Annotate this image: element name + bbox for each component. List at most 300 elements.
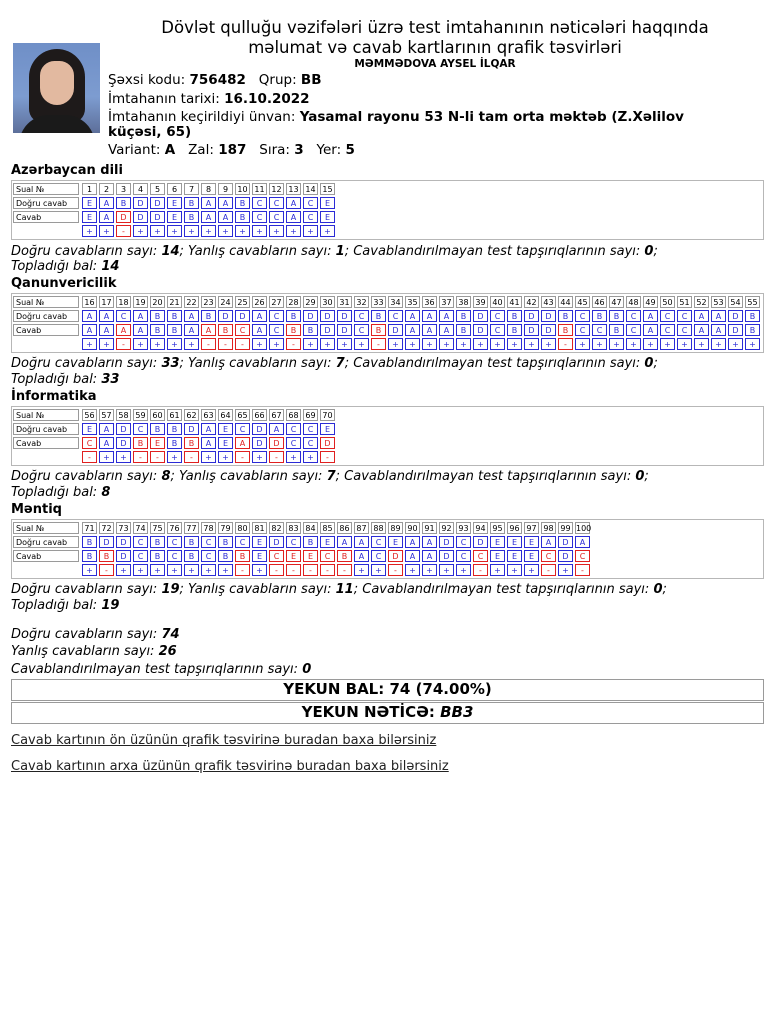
question-number: 50 — [660, 296, 675, 308]
correct-answer-cell: C — [660, 310, 675, 322]
correct-answer-cell: C — [269, 310, 284, 322]
correct-answer-cell: A — [711, 310, 726, 322]
result-mark-cell: + — [371, 564, 386, 576]
result-mark-cell: - — [218, 338, 233, 350]
question-number: 29 — [303, 296, 318, 308]
result-mark-cell: - — [575, 564, 590, 576]
wrong-count-label: Yanlış cavabların sayı: — [188, 356, 332, 371]
given-answer-cell: C — [252, 211, 267, 223]
correct-answer-cell: C — [626, 310, 641, 322]
unanswered-count-label: Cavablandırılmayan test tapşırıqlarının sayı: — [353, 356, 641, 371]
correct-answer-cell: C — [167, 536, 182, 548]
correct-answer-cell: A — [354, 536, 369, 548]
question-number: 95 — [490, 522, 505, 534]
seat-line — [108, 142, 355, 159]
given-answer-cell: A — [694, 324, 709, 336]
code-value: 756482 — [189, 72, 246, 88]
correct-answer-cell: B — [116, 197, 131, 209]
result-mark-cell: - — [388, 564, 403, 576]
question-number: 60 — [150, 409, 165, 421]
correct-answer-cell: D — [235, 310, 250, 322]
question-number: 23 — [201, 296, 216, 308]
question-number: 83 — [286, 522, 301, 534]
given-answer-cell: B — [218, 550, 233, 562]
given-answer-cell: B — [286, 324, 301, 336]
result-mark-cell: + — [507, 564, 522, 576]
total-correct-label: Doğru cavabların sayı: — [11, 627, 158, 642]
result-mark-cell: - — [558, 338, 573, 350]
section-title-legislation: Qanunvericilik — [11, 276, 117, 291]
correct-answer-cell: D — [150, 197, 165, 209]
score-value: 19 — [101, 598, 120, 613]
given-answer-cell: C — [490, 324, 505, 336]
correct-answer-cell: B — [184, 197, 199, 209]
correct-answer-cell: B — [150, 423, 165, 435]
row-label-correct: Doğru cavab — [13, 310, 79, 322]
result-mark-cell: - — [320, 564, 335, 576]
correct-answer-cell: C — [286, 423, 301, 435]
result-mark-cell: - — [235, 451, 250, 463]
correct-answer-cell: A — [99, 310, 114, 322]
given-answer-cell: D — [558, 550, 573, 562]
given-answer-cell: B — [303, 324, 318, 336]
question-number: 67 — [269, 409, 284, 421]
correct-answer-cell: D — [473, 310, 488, 322]
result-mark-cell: + — [677, 338, 692, 350]
row-label-num: Sual № — [13, 522, 79, 534]
answer-grid-legislation — [11, 293, 764, 353]
given-answer-cell: C — [269, 211, 284, 223]
question-number: 46 — [592, 296, 607, 308]
answer-grid-informatics — [11, 406, 764, 466]
question-number: 76 — [167, 522, 182, 534]
given-answer-cell: C — [269, 324, 284, 336]
question-number: 11 — [252, 183, 267, 195]
given-answer-cell: A — [99, 211, 114, 223]
wrong-count-label: Yanlış cavabların sayı: — [179, 469, 323, 484]
question-number: 53 — [711, 296, 726, 308]
result-mark-cell: - — [133, 451, 148, 463]
correct-answer-cell: C — [286, 536, 301, 548]
correct-answer-cell: B — [150, 536, 165, 548]
given-answer-cell: B — [167, 437, 182, 449]
result-mark-cell: + — [167, 225, 182, 237]
correct-answer-cell: D — [116, 536, 131, 548]
given-answer-cell: C — [82, 437, 97, 449]
question-number: 77 — [184, 522, 199, 534]
correct-count-value: 8 — [161, 469, 171, 484]
wrong-count-value: 1 — [335, 244, 345, 259]
given-answer-cell: A — [439, 324, 454, 336]
result-mark-cell: + — [99, 451, 114, 463]
unanswered-count-label: Cavablandırılmayan test tapşırıqlarının sayı: — [344, 469, 632, 484]
correct-count-label: Doğru cavabların sayı: — [11, 356, 158, 371]
final-score — [11, 679, 764, 701]
result-mark-cell: + — [711, 338, 726, 350]
correct-answer-cell: C — [303, 423, 318, 435]
given-answer-cell: A — [201, 211, 216, 223]
section-score-informatics — [11, 484, 110, 501]
result-mark-cell: + — [524, 564, 539, 576]
correct-answer-cell: C — [252, 197, 267, 209]
question-number: 73 — [116, 522, 131, 534]
result-mark-cell: - — [269, 451, 284, 463]
correct-answer-cell: E — [320, 423, 335, 435]
section-stats-legislation: Doğru cavabların sayı: 33; Yanlış cavabların sayı: 7; Cavablandırılmayan test tapşırıqlarının sayı: 0; — [11, 356, 658, 371]
row-label-answer: Cavab — [13, 324, 79, 336]
row-label-answer: Cavab — [13, 550, 79, 562]
result-mark-cell: + — [133, 564, 148, 576]
correct-answer-cell: E — [388, 536, 403, 548]
result-mark-cell: + — [269, 225, 284, 237]
back-card-link[interactable]: Cavab kartının arxa üzünün qrafik təsvirinə buradan baxa bilərsiniz — [11, 759, 449, 774]
given-answer-cell: C — [592, 324, 607, 336]
correct-answer-cell: A — [694, 310, 709, 322]
given-answer-cell: D — [320, 437, 335, 449]
page-title — [120, 18, 750, 58]
result-mark-cell: + — [473, 338, 488, 350]
question-number: 36 — [422, 296, 437, 308]
question-number: 30 — [320, 296, 335, 308]
given-answer-cell: D — [150, 211, 165, 223]
given-answer-cell: A — [133, 324, 148, 336]
result-mark-cell: + — [269, 338, 284, 350]
place-value-2: küçəsi, 65) — [108, 124, 192, 140]
given-answer-cell: E — [286, 550, 301, 562]
question-number: 40 — [490, 296, 505, 308]
question-number: 35 — [405, 296, 420, 308]
result-mark-cell: + — [456, 564, 471, 576]
result-mark-cell: + — [541, 338, 556, 350]
question-number: 87 — [354, 522, 369, 534]
correct-answer-cell: C — [116, 310, 131, 322]
question-number: 12 — [269, 183, 284, 195]
section-stats-azerbaijani: Doğru cavabların sayı: 14; Yanlış cavabların sayı: 1; Cavablandırılmayan test tapşırıqlarının sayı: 0; — [11, 244, 658, 259]
answer-grid-azerbaijani — [11, 180, 764, 240]
result-mark-cell: + — [133, 338, 148, 350]
unanswered-count-value: 0 — [644, 244, 654, 259]
result-mark-cell: + — [252, 451, 267, 463]
correct-answer-cell: B — [745, 310, 760, 322]
question-number: 24 — [218, 296, 233, 308]
correct-answer-cell: A — [422, 310, 437, 322]
result-mark-cell: + — [150, 338, 165, 350]
score-label: Topladığı bal: — [11, 259, 98, 274]
score-label: Topladığı bal: — [11, 372, 98, 387]
question-number: 6 — [167, 183, 182, 195]
question-number: 81 — [252, 522, 267, 534]
given-answer-cell: B — [184, 550, 199, 562]
question-number: 88 — [371, 522, 386, 534]
final-result — [11, 702, 764, 724]
given-answer-cell: C — [541, 550, 556, 562]
correct-answer-cell: A — [82, 310, 97, 322]
question-number: 74 — [133, 522, 148, 534]
given-answer-cell: C — [303, 211, 318, 223]
question-number: 8 — [201, 183, 216, 195]
front-card-link[interactable]: Cavab kartının ön üzünün qrafik təsvirinə buradan baxa bilərsiniz — [11, 733, 437, 748]
correct-answer-cell: B — [235, 197, 250, 209]
hall-label: Zal: — [188, 142, 214, 158]
result-mark-cell: + — [609, 338, 624, 350]
given-answer-cell: B — [82, 550, 97, 562]
code-group-line — [108, 72, 322, 89]
result-mark-cell: + — [201, 564, 216, 576]
correct-answer-cell: B — [150, 310, 165, 322]
question-number: 45 — [575, 296, 590, 308]
correct-answer-cell: B — [167, 423, 182, 435]
title-line-2: məlumat və cavab kartlarının qrafik təsvirləri — [248, 38, 622, 57]
correct-answer-cell: D — [218, 310, 233, 322]
given-answer-cell: D — [473, 324, 488, 336]
given-answer-cell: A — [82, 324, 97, 336]
result-mark-cell: + — [82, 564, 97, 576]
exam-header — [0, 0, 768, 160]
given-answer-cell: C — [456, 550, 471, 562]
result-mark-cell: + — [728, 338, 743, 350]
result-mark-cell: - — [99, 564, 114, 576]
question-number: 26 — [252, 296, 267, 308]
correct-answer-cell: C — [269, 197, 284, 209]
correct-answer-cell: D — [269, 536, 284, 548]
result-mark-cell: + — [150, 225, 165, 237]
question-number: 91 — [422, 522, 437, 534]
row-value: 3 — [294, 142, 304, 158]
answer-grid-logic — [11, 519, 764, 579]
row-label-correct: Doğru cavab — [13, 536, 79, 548]
correct-answer-cell: A — [184, 310, 199, 322]
section-score-azerbaijani — [11, 258, 119, 275]
result-mark-cell: + — [490, 338, 505, 350]
question-number: 59 — [133, 409, 148, 421]
result-mark-cell: + — [218, 564, 233, 576]
given-answer-cell: A — [201, 437, 216, 449]
question-number: 20 — [150, 296, 165, 308]
question-number: 21 — [167, 296, 182, 308]
row-label-correct: Doğru cavab — [13, 423, 79, 435]
correct-answer-cell: C — [235, 536, 250, 548]
question-number: 55 — [745, 296, 760, 308]
given-answer-cell: D — [252, 437, 267, 449]
correct-answer-cell: D — [184, 423, 199, 435]
result-mark-cell: - — [116, 338, 131, 350]
question-number: 34 — [388, 296, 403, 308]
result-mark-cell: - — [320, 451, 335, 463]
given-answer-cell: B — [745, 324, 760, 336]
question-number: 3 — [116, 183, 131, 195]
result-mark-cell: + — [201, 225, 216, 237]
question-number: 15 — [320, 183, 335, 195]
correct-answer-cell: C — [371, 536, 386, 548]
group-label: Qrup: — [258, 72, 297, 88]
question-number: 9 — [218, 183, 233, 195]
correct-answer-cell: D — [116, 423, 131, 435]
question-number: 72 — [99, 522, 114, 534]
correct-answer-cell: C — [575, 310, 590, 322]
question-number: 84 — [303, 522, 318, 534]
given-answer-cell: A — [99, 324, 114, 336]
given-answer-cell: E — [252, 550, 267, 562]
given-answer-cell: E — [82, 211, 97, 223]
given-answer-cell: C — [286, 437, 301, 449]
row-label: Sıra: — [259, 142, 290, 158]
section-score-legislation — [11, 371, 119, 388]
given-answer-cell: C — [235, 324, 250, 336]
result-mark-cell: + — [405, 564, 420, 576]
question-number: 64 — [218, 409, 233, 421]
correct-answer-cell: C — [388, 310, 403, 322]
given-answer-cell: D — [116, 437, 131, 449]
unanswered-count-value: 0 — [653, 582, 663, 597]
correct-answer-cell: E — [524, 536, 539, 548]
result-mark-cell: - — [235, 564, 250, 576]
correct-answer-cell: B — [82, 536, 97, 548]
row-label-num: Sual № — [13, 296, 79, 308]
given-answer-cell: A — [422, 550, 437, 562]
given-answer-cell: B — [150, 324, 165, 336]
result-mark-cell: + — [218, 225, 233, 237]
given-answer-cell: A — [354, 550, 369, 562]
given-answer-cell: C — [371, 550, 386, 562]
given-answer-cell: D — [524, 324, 539, 336]
result-mark-cell: + — [218, 451, 233, 463]
given-answer-cell: C — [320, 550, 335, 562]
section-stats-informatics: Doğru cavabların sayı: 8; Yanlış cavabların sayı: 7; Cavablandırılmayan test tapşırıqlarının sayı: 0; — [11, 469, 649, 484]
given-answer-cell: C — [133, 550, 148, 562]
given-answer-cell: B — [150, 550, 165, 562]
question-number: 47 — [609, 296, 624, 308]
correct-answer-cell: C — [133, 423, 148, 435]
row-label-answer: Cavab — [13, 437, 79, 449]
given-answer-cell: C — [575, 324, 590, 336]
question-number: 99 — [558, 522, 573, 534]
result-mark-cell: + — [99, 225, 114, 237]
result-mark-cell: + — [252, 564, 267, 576]
given-answer-cell: D — [728, 324, 743, 336]
question-number: 69 — [303, 409, 318, 421]
correct-answer-cell: D — [303, 310, 318, 322]
given-answer-cell: E — [490, 550, 505, 562]
result-mark-cell: + — [320, 338, 335, 350]
section-stats-logic: Doğru cavabların sayı: 19; Yanlış cavabların sayı: 11; Cavablandırılmayan test tapşırıqlarının sayı: 0; — [11, 582, 667, 597]
result-mark-cell: + — [439, 564, 454, 576]
result-mark-cell: - — [303, 564, 318, 576]
correct-answer-cell: A — [643, 310, 658, 322]
photo-shirt — [19, 115, 95, 133]
result-mark-cell: - — [116, 225, 131, 237]
correct-answer-cell: B — [201, 310, 216, 322]
question-number: 98 — [541, 522, 556, 534]
question-number: 1 — [82, 183, 97, 195]
result-mark-cell: - — [201, 338, 216, 350]
question-number: 19 — [133, 296, 148, 308]
result-mark-cell: + — [252, 338, 267, 350]
row-label-answer: Cavab — [13, 211, 79, 223]
result-mark-cell: - — [541, 564, 556, 576]
given-answer-cell: D — [388, 550, 403, 562]
given-answer-cell: A — [116, 324, 131, 336]
given-answer-cell: C — [303, 437, 318, 449]
question-number: 94 — [473, 522, 488, 534]
result-mark-cell: + — [184, 564, 199, 576]
question-number: 62 — [184, 409, 199, 421]
given-answer-cell: C — [201, 550, 216, 562]
given-answer-cell: D — [388, 324, 403, 336]
wrong-count-label: Yanlış cavabların sayı: — [188, 244, 332, 259]
question-number: 93 — [456, 522, 471, 534]
correct-count-label: Doğru cavabların sayı: — [11, 244, 158, 259]
result-mark-cell: - — [269, 564, 284, 576]
result-mark-cell: - — [473, 564, 488, 576]
correct-answer-cell: A — [286, 197, 301, 209]
section-title-logic: Məntiq — [11, 502, 62, 517]
question-number: 54 — [728, 296, 743, 308]
correct-answer-cell: B — [609, 310, 624, 322]
given-answer-cell: A — [252, 324, 267, 336]
correct-answer-cell: C — [133, 536, 148, 548]
given-answer-cell: A — [422, 324, 437, 336]
given-answer-cell: D — [541, 324, 556, 336]
result-mark-cell: + — [320, 225, 335, 237]
total-correct-value: 74 — [161, 627, 180, 642]
given-answer-cell: B — [235, 211, 250, 223]
given-answer-cell: C — [473, 550, 488, 562]
result-mark-cell: - — [286, 564, 301, 576]
question-number: 61 — [167, 409, 182, 421]
question-number: 14 — [303, 183, 318, 195]
result-mark-cell: + — [167, 451, 182, 463]
group-value: BB — [300, 72, 322, 88]
question-number: 79 — [218, 522, 233, 534]
result-mark-cell: + — [303, 451, 318, 463]
variant-value: A — [164, 142, 176, 158]
question-number: 66 — [252, 409, 267, 421]
result-mark-cell: - — [337, 564, 352, 576]
given-answer-cell: A — [643, 324, 658, 336]
score-value: 33 — [101, 372, 120, 387]
question-number: 10 — [235, 183, 250, 195]
result-mark-cell: + — [694, 338, 709, 350]
correct-answer-cell: B — [184, 536, 199, 548]
result-mark-cell: + — [303, 338, 318, 350]
result-mark-cell: + — [422, 564, 437, 576]
question-number: 75 — [150, 522, 165, 534]
correct-answer-cell: A — [422, 536, 437, 548]
question-number: 63 — [201, 409, 216, 421]
result-mark-cell: + — [252, 225, 267, 237]
correct-answer-cell: A — [201, 197, 216, 209]
row-label-correct: Doğru cavab — [13, 197, 79, 209]
question-number: 32 — [354, 296, 369, 308]
question-number: 17 — [99, 296, 114, 308]
given-answer-cell: B — [99, 550, 114, 562]
given-answer-cell: A — [201, 324, 216, 336]
correct-answer-cell: D — [524, 310, 539, 322]
result-mark-cell: + — [388, 338, 403, 350]
correct-answer-cell: A — [269, 423, 284, 435]
question-number: 86 — [337, 522, 352, 534]
wrong-count-label: Yanlış cavabların sayı: — [188, 582, 332, 597]
correct-answer-cell: E — [490, 536, 505, 548]
given-answer-cell: D — [269, 437, 284, 449]
seat-label: Yer: — [316, 142, 342, 158]
correct-answer-cell: C — [677, 310, 692, 322]
result-mark-cell: + — [116, 564, 131, 576]
title-line-1: Dövlət qulluğu vəzifələri üzrə test imtahanının nəticələri haqqında — [161, 18, 709, 37]
place-line — [108, 109, 684, 126]
given-answer-cell: E — [167, 211, 182, 223]
correct-answer-cell: B — [507, 310, 522, 322]
